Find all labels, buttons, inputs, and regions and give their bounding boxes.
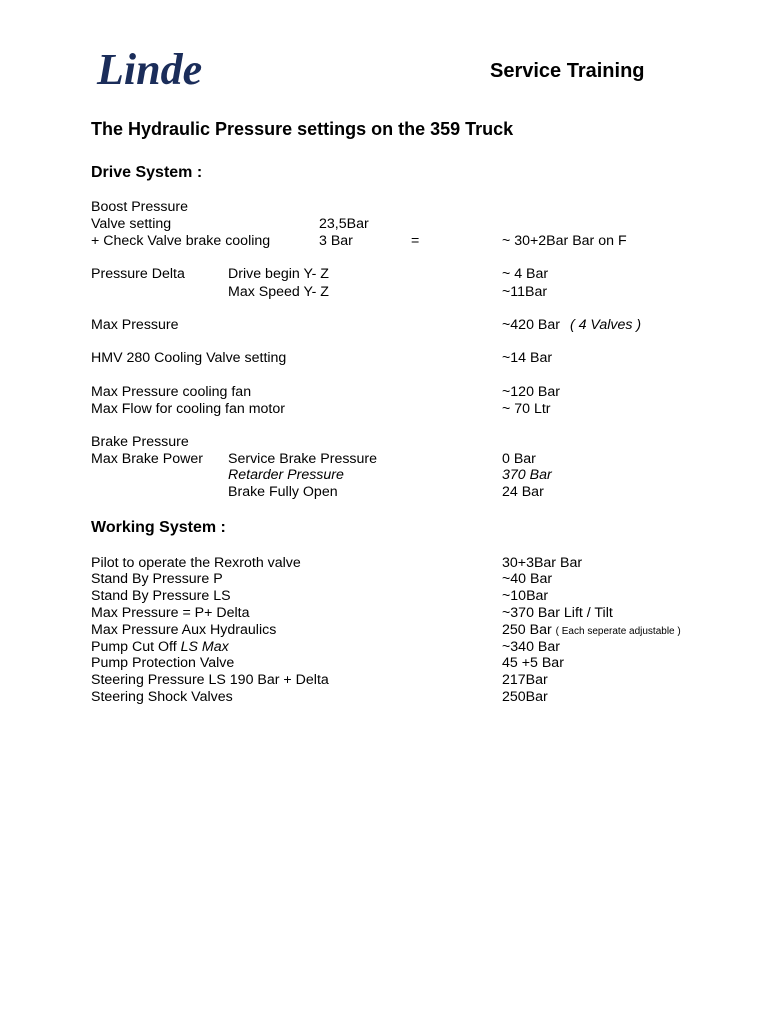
working-row-label: Steering Pressure LS 190 Bar + Delta [91,672,329,688]
working-row-note: ( Each seperate adjustable ) [555,626,681,637]
check-valve-result: ~ 30+2Bar Bar on F [502,233,627,249]
brake-open-label: Brake Fully Open [228,484,338,500]
max-pressure-value-text: ~420 Bar [502,317,560,333]
fan-flow-value: ~ 70 Ltr [502,401,551,417]
working-row-label: Max Pressure = P+ Delta [91,605,250,621]
working-row-value [502,622,681,640]
drive-begin-value: ~ 4 Bar [502,266,549,282]
working-row-value: ~340 Bar [502,639,560,655]
working-row-value: 217Bar [502,672,548,688]
working-row-value: 45 +5 Bar [502,655,564,671]
max-speed-value: ~11Bar [502,284,548,300]
pump-cut-off-label: Pump Cut Off [91,639,177,655]
drive-begin-label: Drive begin Y- Z [228,266,329,282]
fan-pressure-label: Max Pressure cooling fan [91,384,252,400]
working-row-value: ~10Bar [502,588,549,604]
fan-flow-label: Max Flow for cooling fan motor [91,401,285,417]
working-row-label: Pilot to operate the Rexroth valve [91,555,301,571]
check-valve-label: + Check Valve brake cooling [91,233,271,249]
document-title: The Hydraulic Pressure settings on the 359 Truck [91,119,514,139]
max-brake-power-label: Max Brake Power [91,451,203,467]
brake-pressure-label: Brake Pressure [91,434,189,450]
working-row-value: 30+3Bar Bar [502,555,583,571]
header-title: Service Training [490,60,645,82]
working-row-label: Steering Shock Valves [91,689,233,705]
working-row-label: Max Pressure Aux Hydraulics [91,622,277,638]
working-row-value: ~370 Bar Lift / Tilt [502,605,613,621]
brake-open-value: 24 Bar [502,484,544,500]
check-valve-value: 3 Bar [319,233,353,249]
pump-cut-off-italic: LS Max [180,639,229,655]
retarder-pressure-label: Retarder Pressure [228,467,344,483]
boost-pressure-label: Boost Pressure [91,199,188,215]
working-row-label: Pump Protection Valve [91,655,235,671]
drive-system-heading: Drive System : [91,164,203,181]
max-pressure-label: Max Pressure [91,317,179,333]
retarder-pressure-value: 370 Bar [502,467,552,483]
working-row-label: Stand By Pressure P [91,571,223,587]
max-pressure-value [502,317,641,334]
hmv-cooling-value: ~14 Bar [502,350,553,366]
working-row-label [91,639,229,656]
service-brake-label: Service Brake Pressure [228,451,378,467]
pressure-delta-label: Pressure Delta [91,266,185,282]
linde-logo [91,42,249,94]
working-row-label: Stand By Pressure LS [91,588,231,604]
max-speed-label: Max Speed Y- Z [228,284,329,300]
working-row-value: ~40 Bar [502,571,553,587]
working-system-heading: Working System : [91,519,226,536]
fan-pressure-value: ~120 Bar [502,384,560,400]
working-row-value-text: 250 Bar [502,622,552,638]
service-brake-value: 0 Bar [502,451,536,467]
working-row-value: 250Bar [502,689,548,705]
valve-setting-label: Valve setting [91,216,172,232]
logo-text: Linde [97,45,203,94]
max-pressure-note: ( 4 Valves ) [569,317,642,333]
hmv-cooling-label: HMV 280 Cooling Valve setting [91,350,287,366]
valve-setting-value: 23,5Bar [319,216,369,232]
equals-sign: = [411,233,420,249]
